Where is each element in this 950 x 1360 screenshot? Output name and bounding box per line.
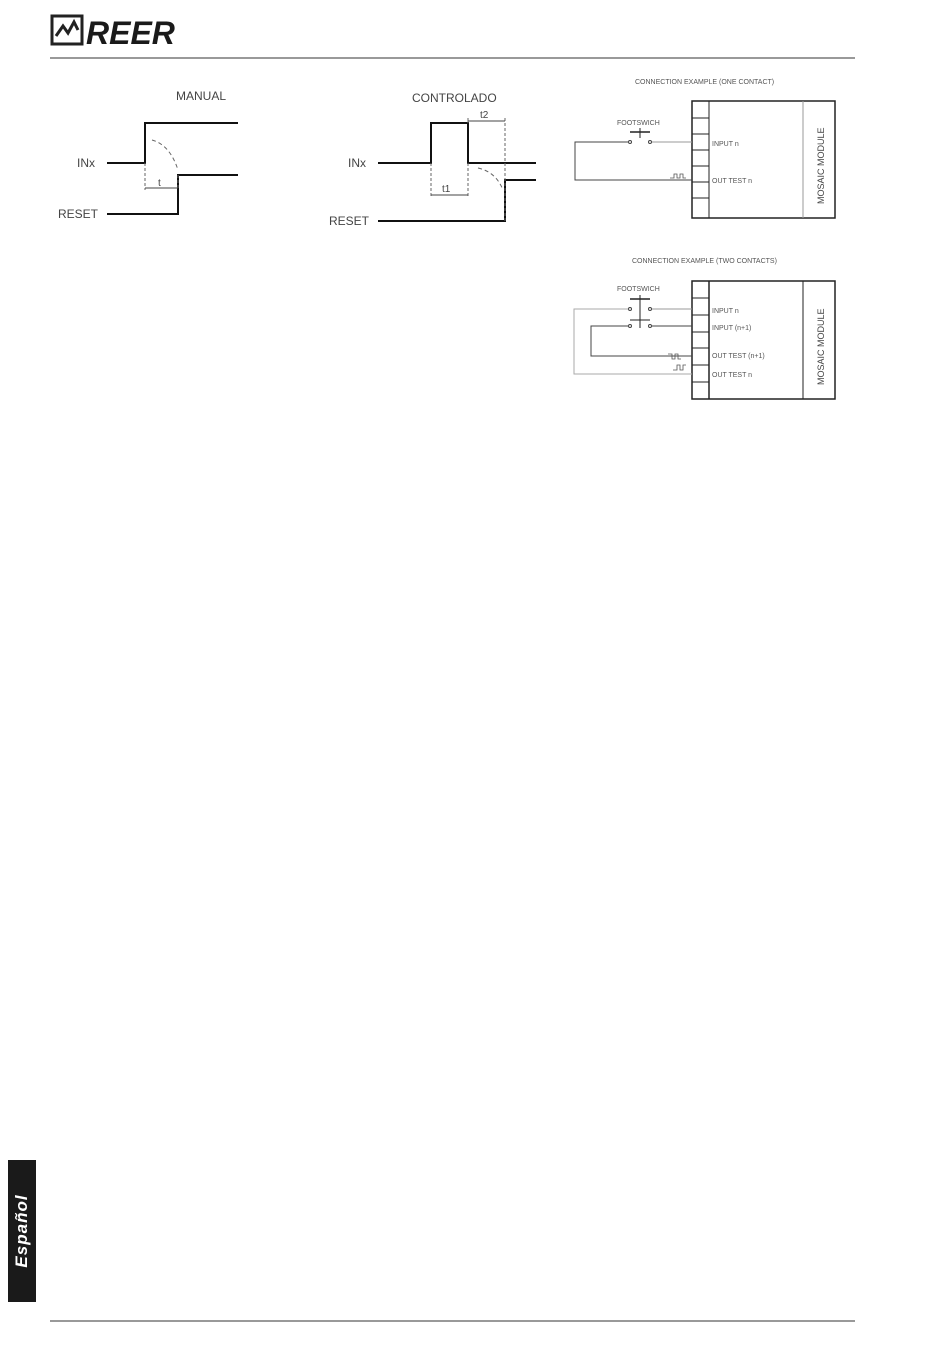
connection-one-contact-diagram bbox=[575, 79, 835, 218]
two-contacts-input-n1-label: INPUT (n+1) bbox=[712, 325, 752, 332]
manual-transition-arrow bbox=[152, 140, 178, 170]
controlled-t2-label: t2 bbox=[480, 110, 489, 121]
reer-logo bbox=[52, 15, 175, 51]
one-contact-module-label: MOSAIC MODULE bbox=[816, 127, 826, 204]
one-contact-module-box bbox=[692, 101, 835, 218]
two-contacts-out-test-n-label: OUT TEST n bbox=[712, 372, 753, 379]
two-contacts-title: CONNECTION EXAMPLE (TWO CONTACTS) bbox=[632, 258, 777, 265]
manual-time-label: t bbox=[158, 178, 161, 189]
two-contacts-pulse-n-icon bbox=[673, 365, 686, 370]
controlled-timing-diagram bbox=[329, 91, 536, 228]
two-contacts-module-label: MOSAIC MODULE bbox=[816, 308, 826, 385]
language-side-tab bbox=[8, 1160, 36, 1302]
controlled-transition-arrow bbox=[478, 168, 503, 190]
manual-title: MANUAL bbox=[176, 89, 227, 103]
manual-timing-diagram bbox=[58, 89, 238, 221]
controlled-reset-waveform bbox=[378, 180, 536, 221]
two-contacts-test-n1-wire bbox=[591, 326, 692, 356]
one-contact-input-label: INPUT n bbox=[712, 141, 739, 148]
logo-wave-icon bbox=[56, 22, 78, 36]
one-contact-footswitch-label: FOOTSWICH bbox=[617, 120, 660, 127]
language-label: Español bbox=[12, 1194, 31, 1268]
manual-reset-label: RESET bbox=[58, 207, 99, 221]
controlled-inx-label: INx bbox=[348, 156, 366, 170]
two-contacts-input-n-label: INPUT n bbox=[712, 308, 739, 315]
two-contacts-footswitch-label: FOOTSWICH bbox=[617, 286, 660, 293]
one-contact-title: CONNECTION EXAMPLE (ONE CONTACT) bbox=[635, 79, 775, 86]
two-contacts-footswitch-icon bbox=[629, 295, 652, 328]
manual-reset-waveform bbox=[107, 175, 238, 214]
manual-inx-label: INx bbox=[77, 156, 95, 170]
controlled-reset-label: RESET bbox=[329, 214, 370, 228]
two-contacts-out-test-n1-label: OUT TEST (n+1) bbox=[712, 353, 765, 360]
connection-two-contacts-diagram bbox=[574, 258, 835, 399]
manual-inx-waveform bbox=[107, 123, 238, 163]
controlled-t1-label: t1 bbox=[442, 184, 451, 195]
logo-text: REER bbox=[86, 15, 175, 51]
one-contact-out-test-label: OUT TEST n bbox=[712, 178, 753, 185]
one-contact-pulse-icon bbox=[670, 174, 686, 178]
controlled-inx-waveform bbox=[378, 123, 536, 163]
two-contacts-module-box bbox=[692, 281, 835, 399]
two-contacts-test-n-wire bbox=[574, 309, 692, 374]
one-contact-footswitch-icon bbox=[629, 128, 652, 144]
controlled-title: CONTROLADO bbox=[412, 91, 497, 105]
